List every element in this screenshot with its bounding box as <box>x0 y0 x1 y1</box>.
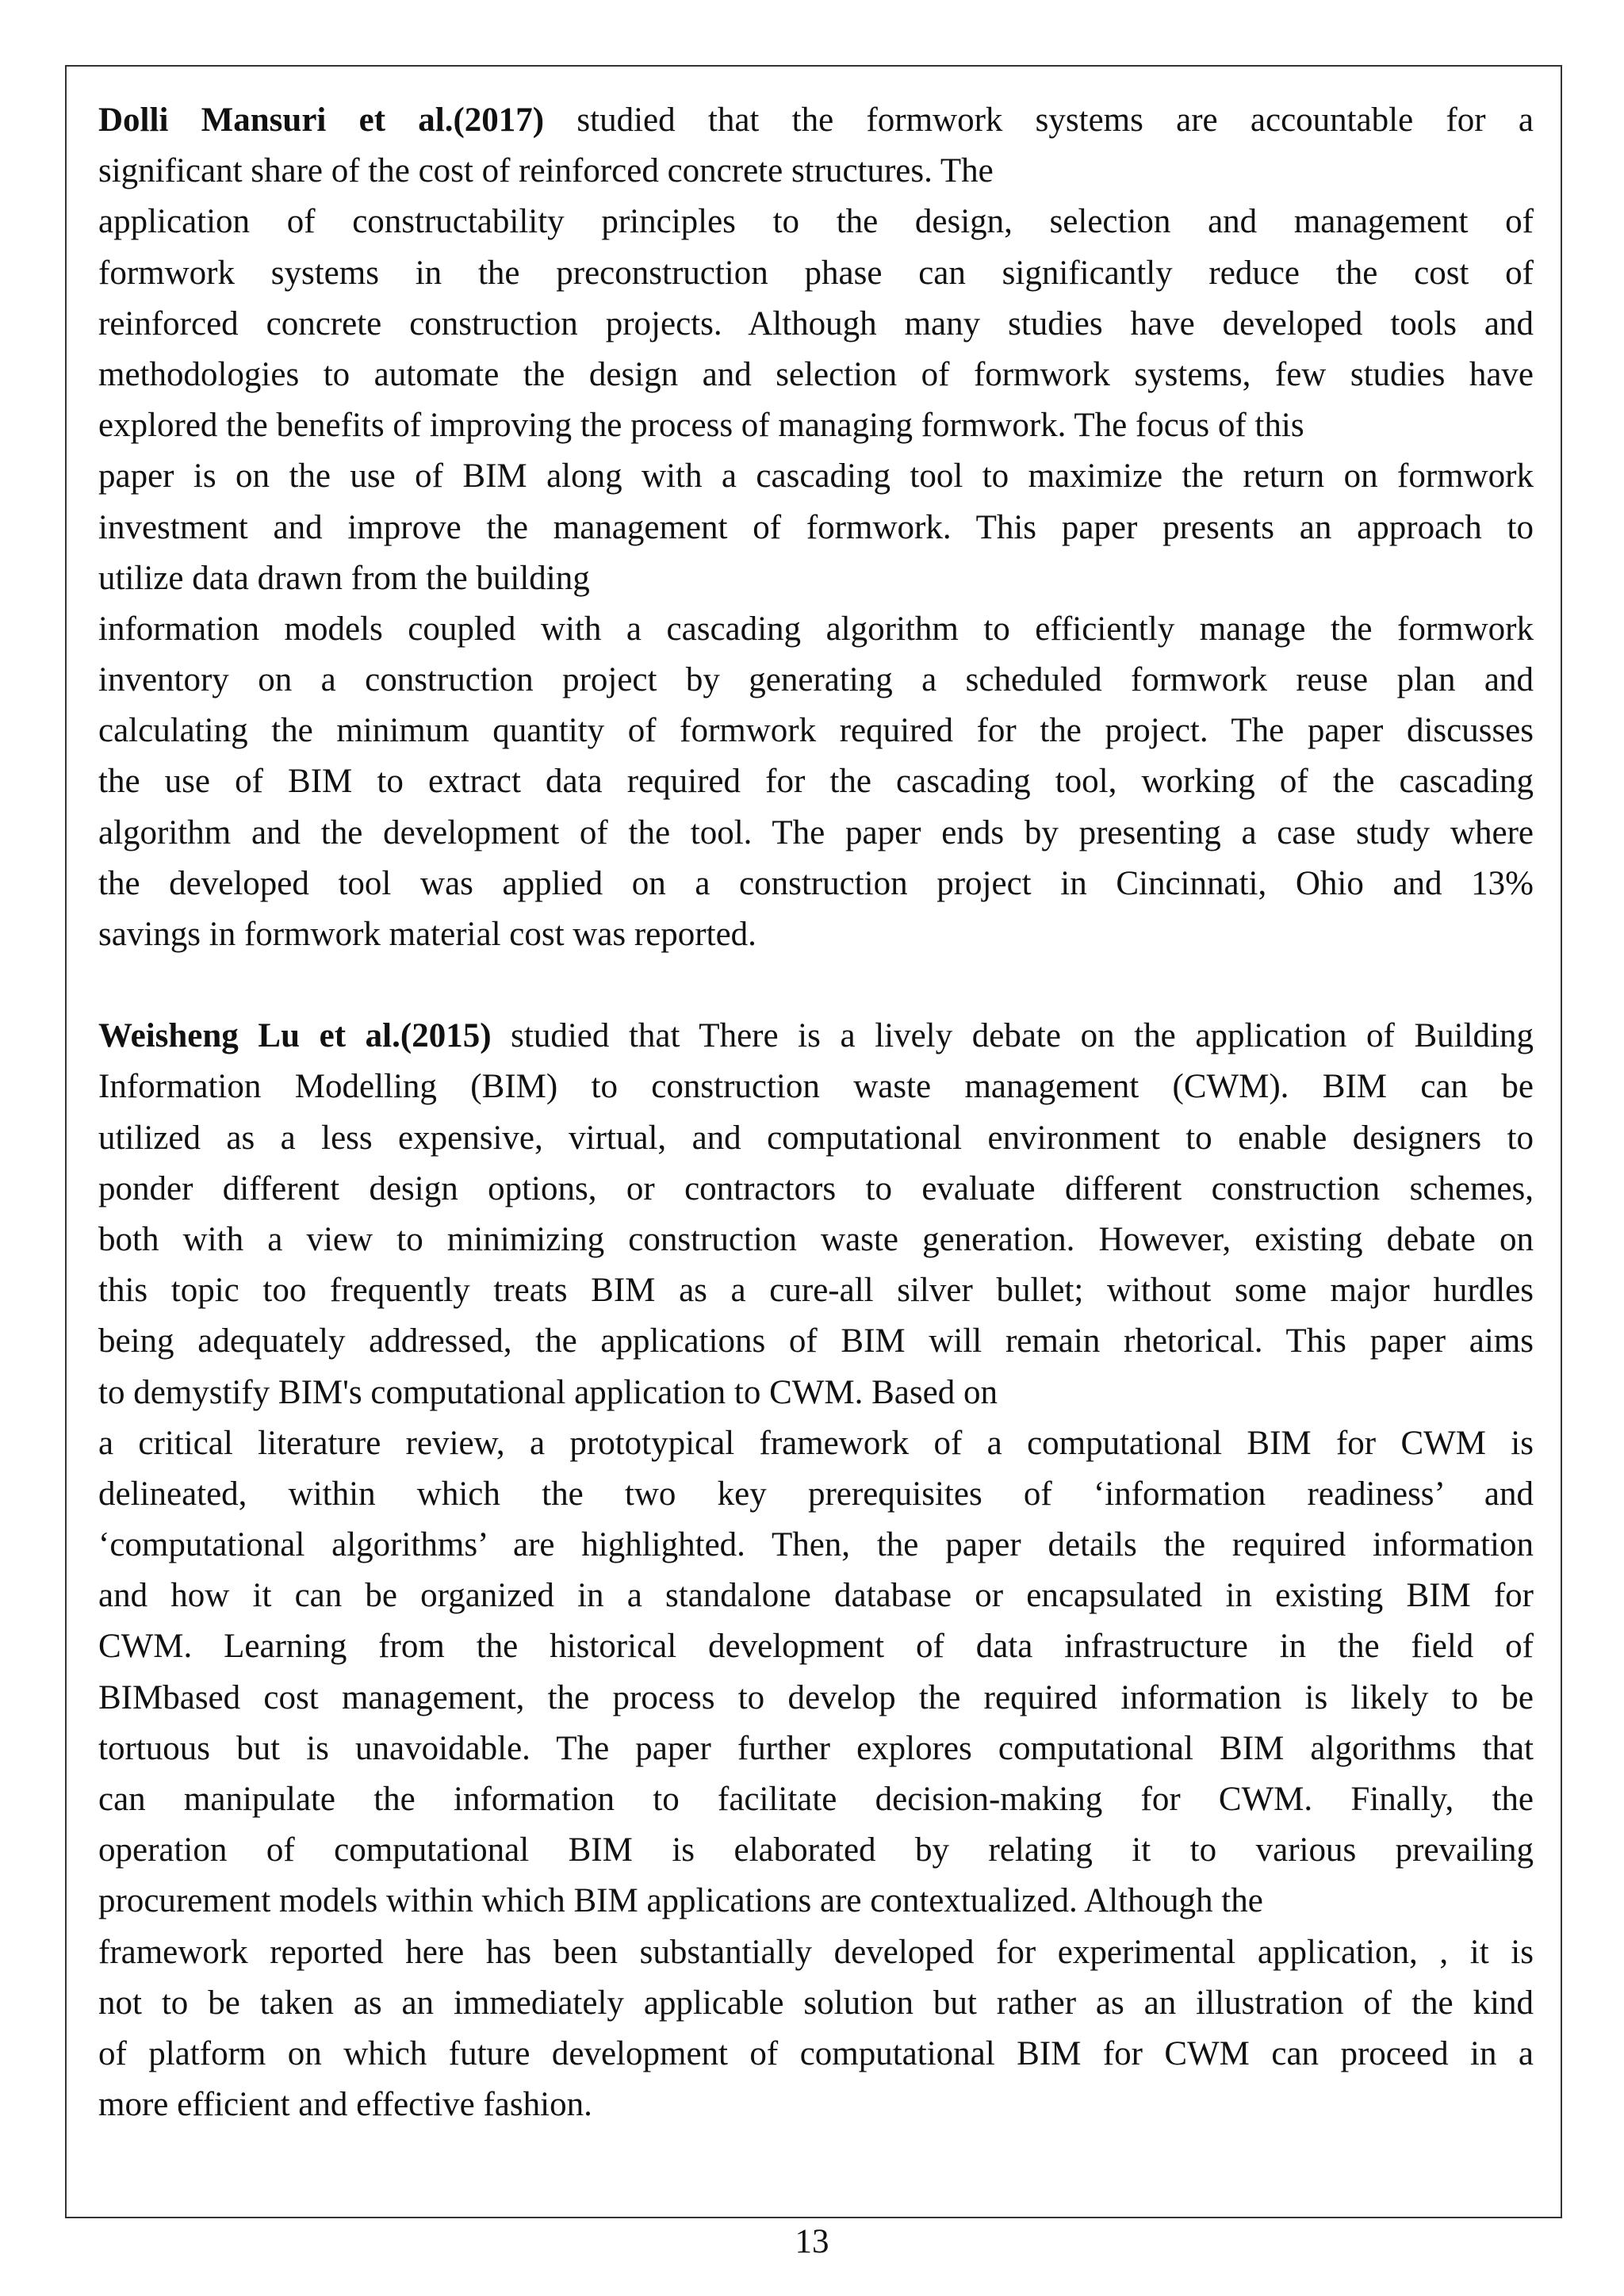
text-line: the developed tool was applied on a construction project in Cincinnati, Ohio and 13% <box>98 864 1534 902</box>
text-line: ponder different design options, or contractors to evaluate different construction schemes, <box>98 1169 1534 1207</box>
text-line: formwork systems in the preconstruction phase can significantly reduce the cost of <box>98 254 1534 292</box>
text-line: and how it can be organized in a standalone database or encapsulated in existing BIM for <box>98 1577 1534 1615</box>
author-citation: Weisheng Lu et al.(2015) <box>98 1017 492 1055</box>
text-line: significant share of the cost of reinforced concrete structures. The <box>98 152 994 190</box>
text-line: to demystify BIM's computational application to CWM. Based on <box>98 1373 998 1411</box>
paragraph-lu <box>98 1011 1534 2130</box>
text-line: both with a view to minimizing construction waste generation. However, existing debate on <box>98 1220 1534 1258</box>
text-line: inventory on a construction project by generating a scheduled formwork reuse plan and <box>98 661 1534 699</box>
text-line: information models coupled with a cascading algorithm to efficiently manage the formwork <box>98 610 1534 648</box>
text-line: Information Modelling (BIM) to construction waste management (CWM). BIM can be <box>98 1068 1534 1106</box>
text-line: savings in formwork material cost was reported. <box>98 916 756 953</box>
text-line: utilize data drawn from the building <box>98 559 590 597</box>
author-citation: Dolli Mansuri et al.(2017) <box>98 101 545 139</box>
text-line: procurement models within which BIM applications are contextualized. Although the <box>98 1882 1263 1920</box>
text-line: a critical literature review, a prototypical framework of a computational BIM for CWM is <box>98 1424 1534 1462</box>
text-line: delineated, within which the two key prerequisites of ‘information readiness’ and <box>98 1475 1534 1513</box>
text-line: CWM. Learning from the historical development of data infrastructure in the field of <box>98 1628 1534 1666</box>
text-line: the use of BIM to extract data required for the cascading tool, working of the cascading <box>98 763 1534 801</box>
paragraph-first-line <box>98 95 1534 146</box>
text-line: can manipulate the information to facilitate decision-making for CWM. Finally, the <box>98 1781 1534 1818</box>
text-line: algorithm and the development of the tool. The paper ends by presenting a case study where <box>98 813 1534 851</box>
text-line: of platform on which future development of computational BIM for CWM can proceed in a <box>98 2034 1534 2072</box>
text-line: operation of computational BIM is elaborated by relating it to various prevailing <box>98 1831 1534 1869</box>
text-line: calculating the minimum quantity of formwork required for the project. The paper discusses <box>98 712 1534 750</box>
text-line: studied that the formwork systems are accountable for a <box>544 101 1534 139</box>
text-line: more efficient and effective fashion. <box>98 2086 592 2124</box>
text-line: utilized as a less expensive, virtual, and computational environment to enable designers to <box>98 1119 1534 1157</box>
text-line: ‘computational algorithms’ are highlighted. Then, the paper details the required information <box>98 1526 1534 1564</box>
text-line: tortuous but is unavoidable. The paper further explores computational BIM algorithms that <box>98 1729 1534 1767</box>
text-line: application of constructability principles to the design, selection and management of <box>98 203 1534 241</box>
text-line: not to be taken as an immediately applicable solution but rather as an illustration of the kind <box>98 1984 1534 2022</box>
text-line: reinforced concrete construction projects. Although many studies have developed tools and <box>98 304 1534 342</box>
text-line: framework reported here has been substantially developed for experimental application, , it is <box>98 1933 1534 1971</box>
page-number: 13 <box>795 2223 829 2260</box>
text-line: this topic too frequently treats BIM as a cure-all silver bullet; without some major hurdles <box>98 1272 1534 1310</box>
text-line: being adequately addressed, the applications of BIM will remain rhetorical. This paper aims <box>98 1322 1534 1360</box>
paragraph-mansuri <box>98 95 1534 960</box>
text-line: BIMbased cost management, the process to develop the required information is likely to be <box>98 1678 1534 1716</box>
text-line: explored the benefits of improving the process of managing formwork. The focus of this <box>98 407 1304 445</box>
document-body <box>98 95 1534 2181</box>
text-line: studied that There is a lively debate on the application of Building <box>491 1017 1534 1055</box>
text-line: investment and improve the management of formwork. This paper presents an approach to <box>98 508 1534 546</box>
text-line: methodologies to automate the design and selection of formwork systems, few studies have <box>98 355 1534 393</box>
paragraph-first-line <box>98 1011 1534 1062</box>
text-line: paper is on the use of BIM along with a cascading tool to maximize the return on formwork <box>98 457 1534 496</box>
